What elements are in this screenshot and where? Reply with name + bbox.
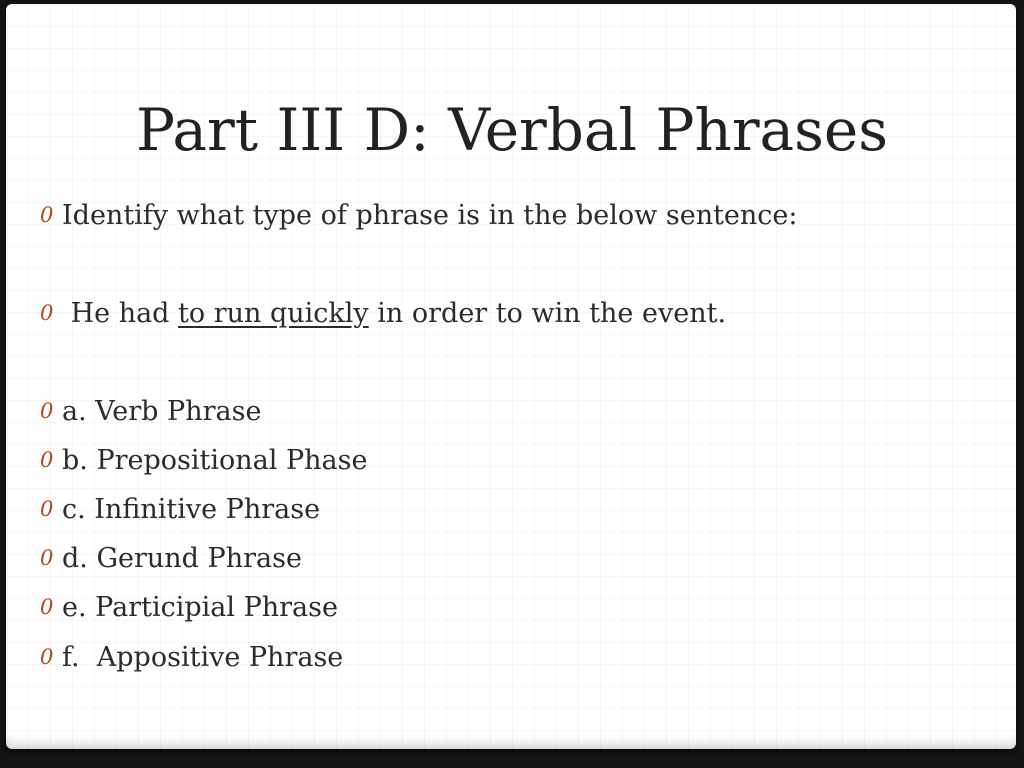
option-bullet-e [40, 589, 338, 625]
bullet-icon: 0 [40, 448, 54, 472]
bullet-icon: 0 [40, 497, 54, 521]
instruction-text: Identify what type of phrase is in the below sentence: [62, 199, 798, 231]
option-bullet-c [40, 491, 320, 527]
option-c-text: c. Infinitive Phrase [62, 493, 321, 525]
option-d-text: d. Gerund Phrase [62, 542, 302, 574]
sentence-text-after: in order to win the event. [368, 297, 727, 329]
option-f-text: f. Appositive Phrase [62, 641, 344, 673]
underlined-phrase: to run quickly [178, 297, 369, 329]
option-bullet-b [40, 442, 367, 478]
slide-title: Part III D: Verbal Phrases [136, 96, 888, 164]
bullet-icon: 0 [40, 203, 54, 227]
instruction-bullet [40, 197, 798, 233]
sentence-text-before: He had [62, 297, 179, 329]
option-bullet-a [40, 393, 261, 429]
option-bullet-f [40, 639, 343, 675]
bullet-icon: 0 [40, 645, 54, 669]
option-e-text: e. Participial Phrase [62, 591, 338, 623]
option-b-text: b. Prepositional Phase [62, 444, 368, 476]
bullet-icon: 0 [40, 399, 54, 423]
bullet-icon: 0 [40, 546, 54, 570]
option-a-text: a. Verb Phrase [62, 395, 262, 427]
bullet-icon: 0 [40, 301, 54, 325]
bullet-icon: 0 [40, 595, 54, 619]
option-bullet-d [40, 540, 302, 576]
sentence-bullet [40, 295, 726, 331]
